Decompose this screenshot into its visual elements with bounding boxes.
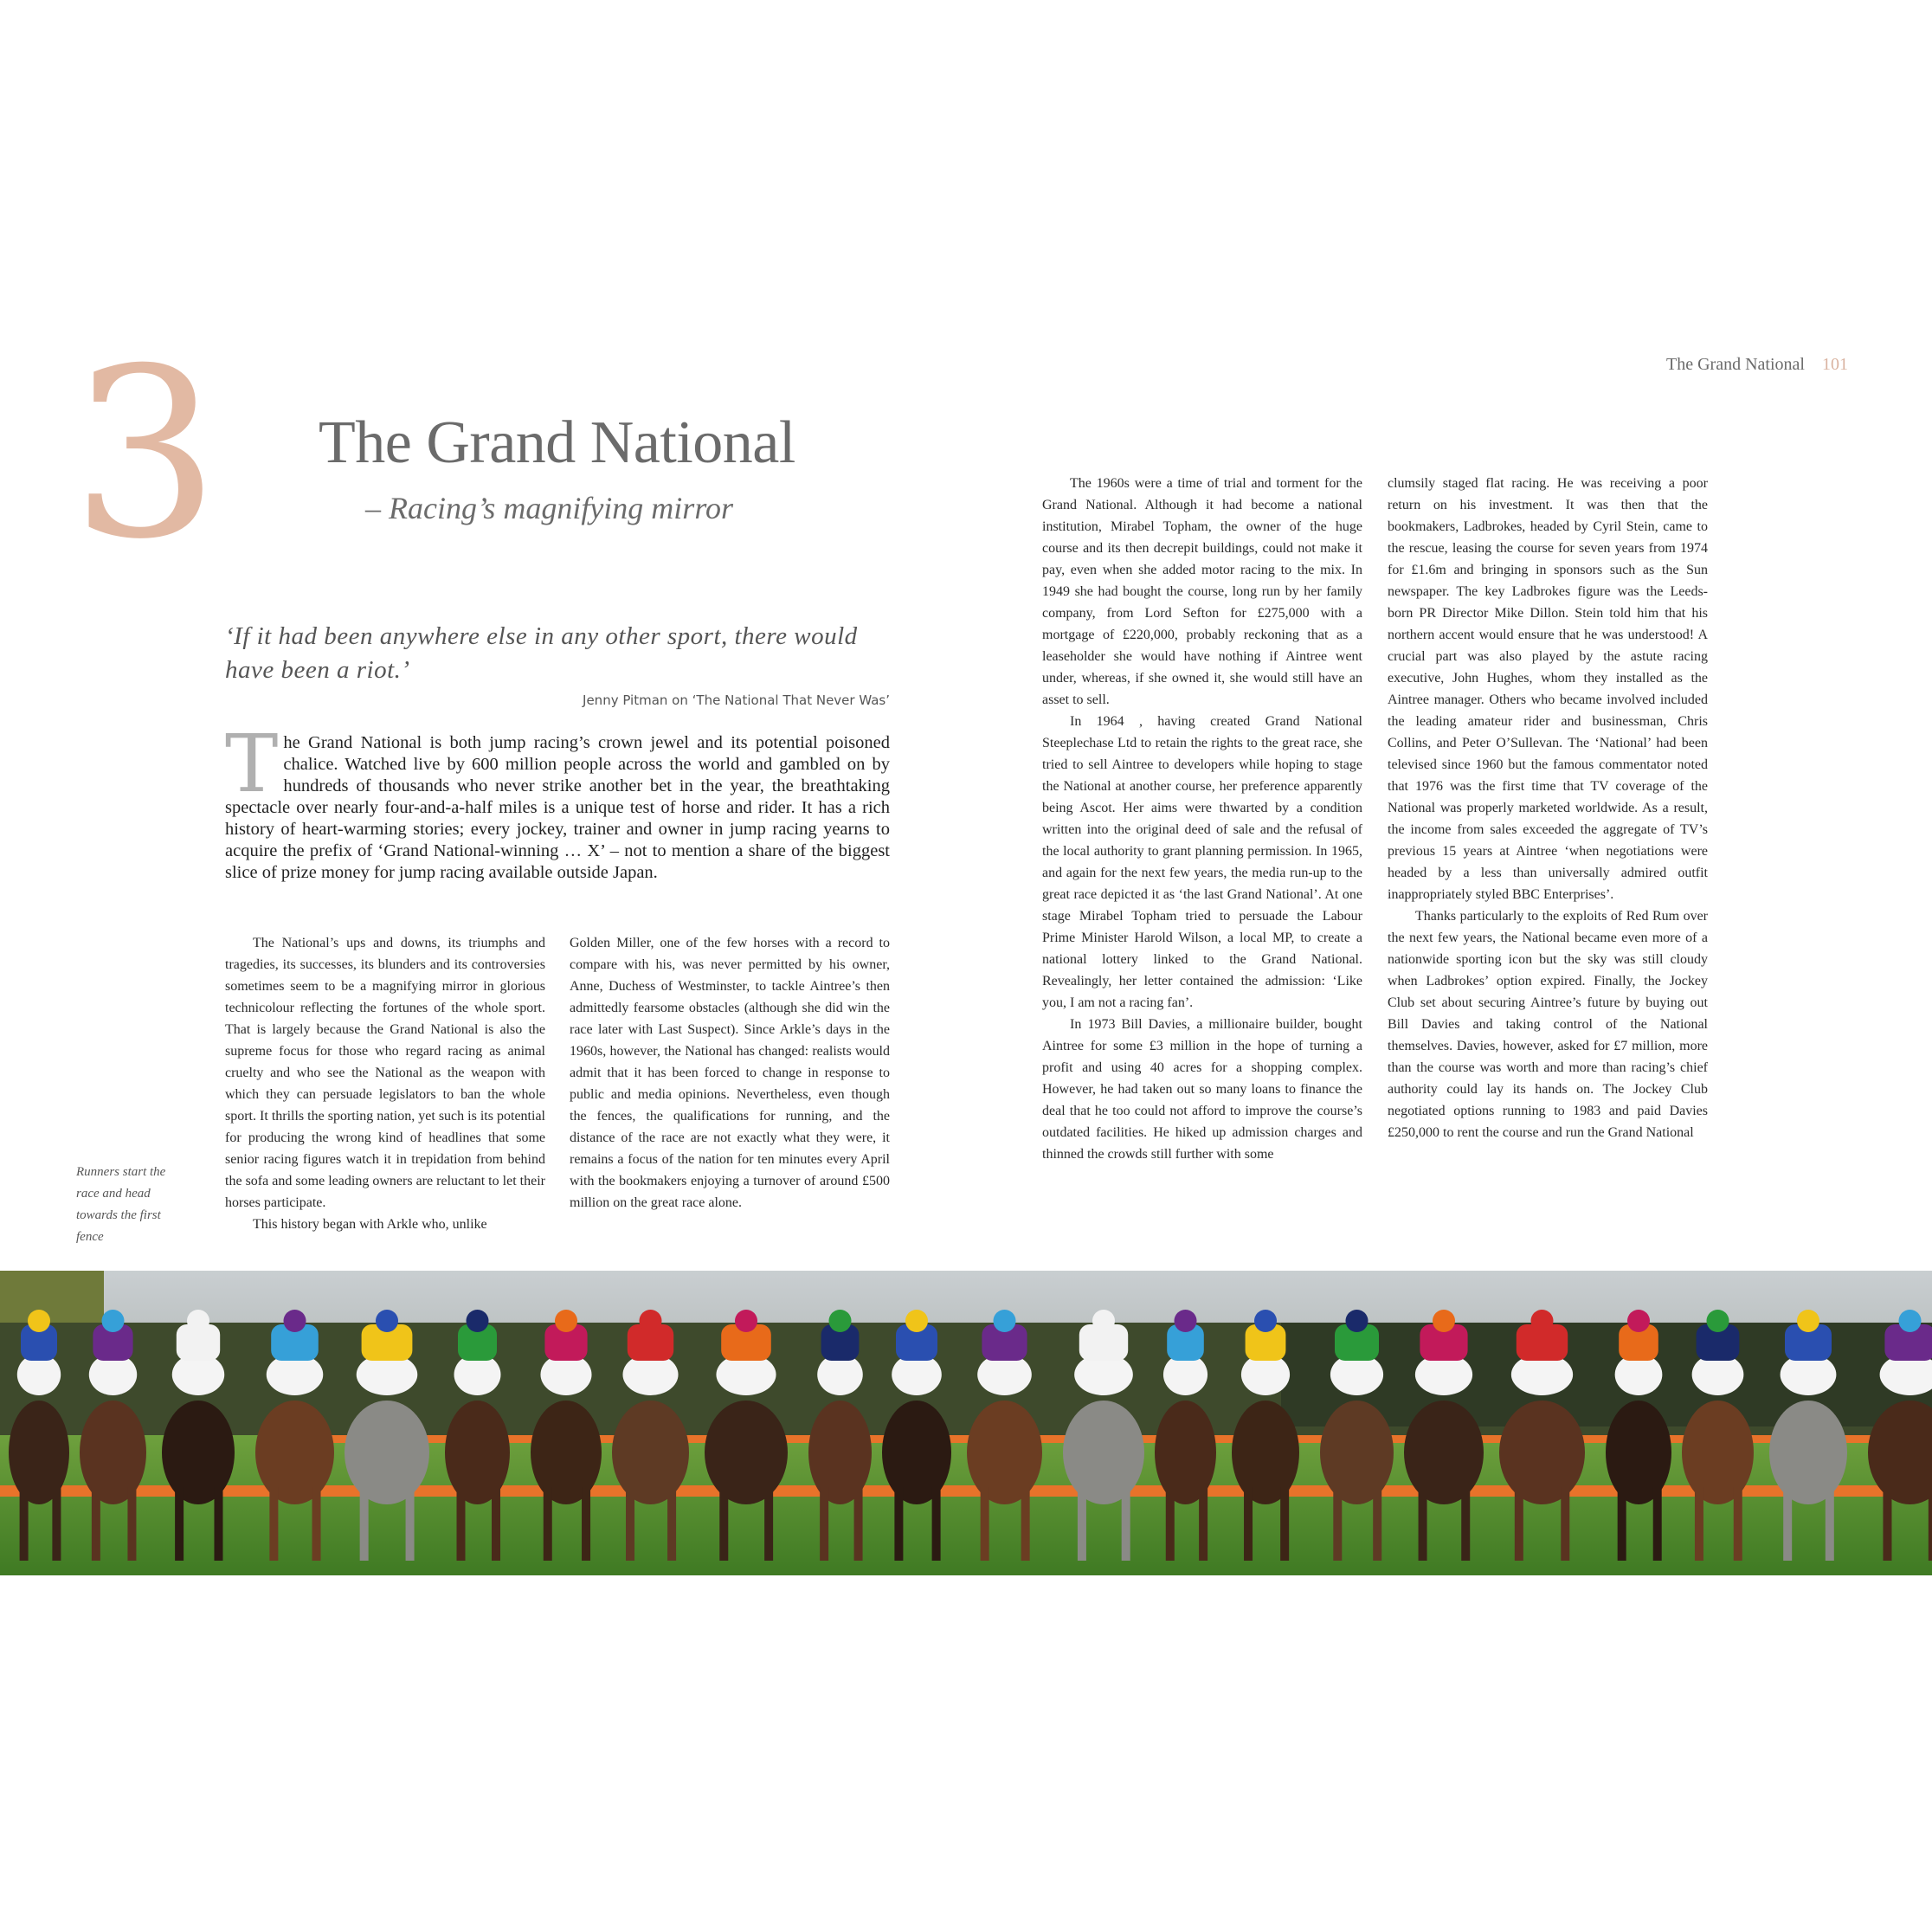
paragraph: In 1964 , having created Grand National Steeplechase Ltd to retain the rights to the great race, she tried to sell Aintree to developers while hoping to stage the National at another course, her preference apparently being Ascot. Her aims were thwarted by a condition written into the original deed of sale and the refusal of the local authority to grant planning permission. In 1965, and again for the next few years, the media run-up to the great race depicted it as ‘the last Grand National’. At one stage Mirabel Topham tried to persuade the Labour Prime Minister Harold Wilson, a local MP, to create a national lottery linked to the Grand National. Revealingly, her letter contained the admission: ‘Like you, I am not a racing fan’. <box>1042 714 1362 1010</box>
chapter-subtitle: – Racing’s magnifying mirror <box>365 491 734 525</box>
paragraph: In 1973 Bill Davies, a millionaire builder, bought Aintree for some £3 million in the hope of turning a profit and using 40 acres for a shopping complex. However, he had taken out so many loans to finance the deal that he too could not afford to improve the course’s outdated facilities. He hiked up admission charges and thinned the crowds still further with some <box>1042 1017 1362 1162</box>
epigraph-attribution: Jenny Pitman on ‘The National That Never Was’ <box>583 692 890 708</box>
epigraph-quote: ‘If it had been anywhere else in any other sport, there would have been a riot.’ <box>225 622 858 684</box>
intro-text: he Grand National is both jump racing’s crown jewel and its potential poisoned chalice. Watched live by 600 million people across the world and gambled on by hundreds of thousands who never strike another bet in the year, the breathtaking spectacle over nearly four-and-a-half miles is a unique test of horse and rider. It has a rich history of heart-warming stories; every jockey, trainer and owner in jump racing yearns to acquire the prefix of ‘Grand National-winning … X’ – not to mention a share of the biggest slice of prize money for jump racing available outside Japan. <box>225 733 890 882</box>
body-column-2 <box>570 932 890 1214</box>
chapter-number: 3 <box>71 318 220 590</box>
body-column-1 <box>225 932 545 1235</box>
running-head-title: The Grand National <box>1666 355 1805 374</box>
drop-cap: T <box>225 718 279 810</box>
paragraph: This history began with Arkle who, unlike <box>253 1217 487 1232</box>
page-number: 101 <box>1821 355 1848 374</box>
paragraph: The 1960s were a time of trial and torment for the Grand National. Although it had become a national institution, Mirabel Topham, the owner of the huge course and its then decrepit buildings, could not make it pay, even when she added motor racing to the mix. In 1949 she had bought the course, long run by her family company, from Lord Sefton for £275,000 with a mortgage of £220,000, probably reckoning that as a leaseholder she would have nothing if Aintree went under, whereas, if she owned it, she would still have an asset to sell. <box>1042 476 1362 707</box>
paragraph: Thanks particularly to the exploits of Red Rum over the next few years, the National became even more of a nationwide sporting icon but the sky was still cloudy when Ladbrokes’ option expired. Finally, the Jockey Club set about securing Aintree’s future by buying out Bill Davies and taking control of the National themselves. Davies, however, asked for £7 million, more than the course was worth and more than racing’s chief authority could lay its hands on. The Jockey Club negotiated options running to 1983 and paid Davies £250,000 to rent the course and run the Grand National <box>1388 909 1708 1140</box>
intro-paragraph <box>225 718 890 884</box>
chapter-title: The Grand National <box>319 409 795 476</box>
race-start-photo <box>0 1271 1932 1575</box>
body-column-4 <box>1388 473 1708 1143</box>
paragraph: Golden Miller, one of the few horses with a record to compare with his, was never permitted by his owner, Anne, Duchess of Westminster, to tackle Aintree’s then admittedly fearsome obstacles (although she did win the race later with Last Suspect). Since Arkle’s days in the 1960s, however, the National has changed: realists would admit that it has been forced to change in response to public and media opinions. Nevertheless, even though the fences, the qualifications for running, and the distance of the race are not exactly what they were, it remains a focus of the nation for ten minutes every April with the bookmakers enjoying a turnover of around £500 million on the great race alone. <box>570 936 890 1210</box>
paragraph: clumsily staged flat racing. He was receiving a poor return on his investment. It was then that the bookmakers, Ladbrokes, headed by Cyril Stein, came to the rescue, leasing the course for seven years from 1974 for £1.6m and bringing in sponsors such as the Sun newspaper. The key Ladbrokes figure was the Leeds-born PR Director Mike Dillon. Stein told him that his northern accent would ensure that he was understood! A crucial part was also played by the astute racing executive, John Hughes, whom they installed as the Aintree manager. Others who became involved included the leading amateur rider and businessman, Chris Collins, and Peter O’Sullevan. The ‘National’ had been televised since 1960 but the famous commentator noted that 1976 was the first time that TV coverage of the National was properly marketed worldwide. As a result, the income from sales exceeded the aggregate of TV’s previous 15 years at Aintree ‘when negotiations were headed by a less than universally admired outfit inappropriately styled BBC Enterprises’. <box>1388 476 1708 902</box>
body-column-3 <box>1042 473 1362 1165</box>
photo-caption: Runners start the race and head towards the first fence <box>76 1165 166 1244</box>
running-head <box>1666 355 1848 375</box>
paragraph: The National’s ups and downs, its triumphs and tragedies, its successes, its blunders and its controversies sometimes seem to be a magnifying mirror in glorious technicolour reflecting the fortunes of the whole sport. That is largely because the Grand National is also the supreme focus for those who regard racing as animal cruelty and who see the National as the weapon with which they can persuade legislators to ban the whole sport. It thrills the sporting nation, yet such is its potential for producing the wrong kind of headlines that some senior racing figures watch it in trepidation from behind the sofa and some leading owners are reluctant to let their horses participate. <box>225 936 545 1210</box>
